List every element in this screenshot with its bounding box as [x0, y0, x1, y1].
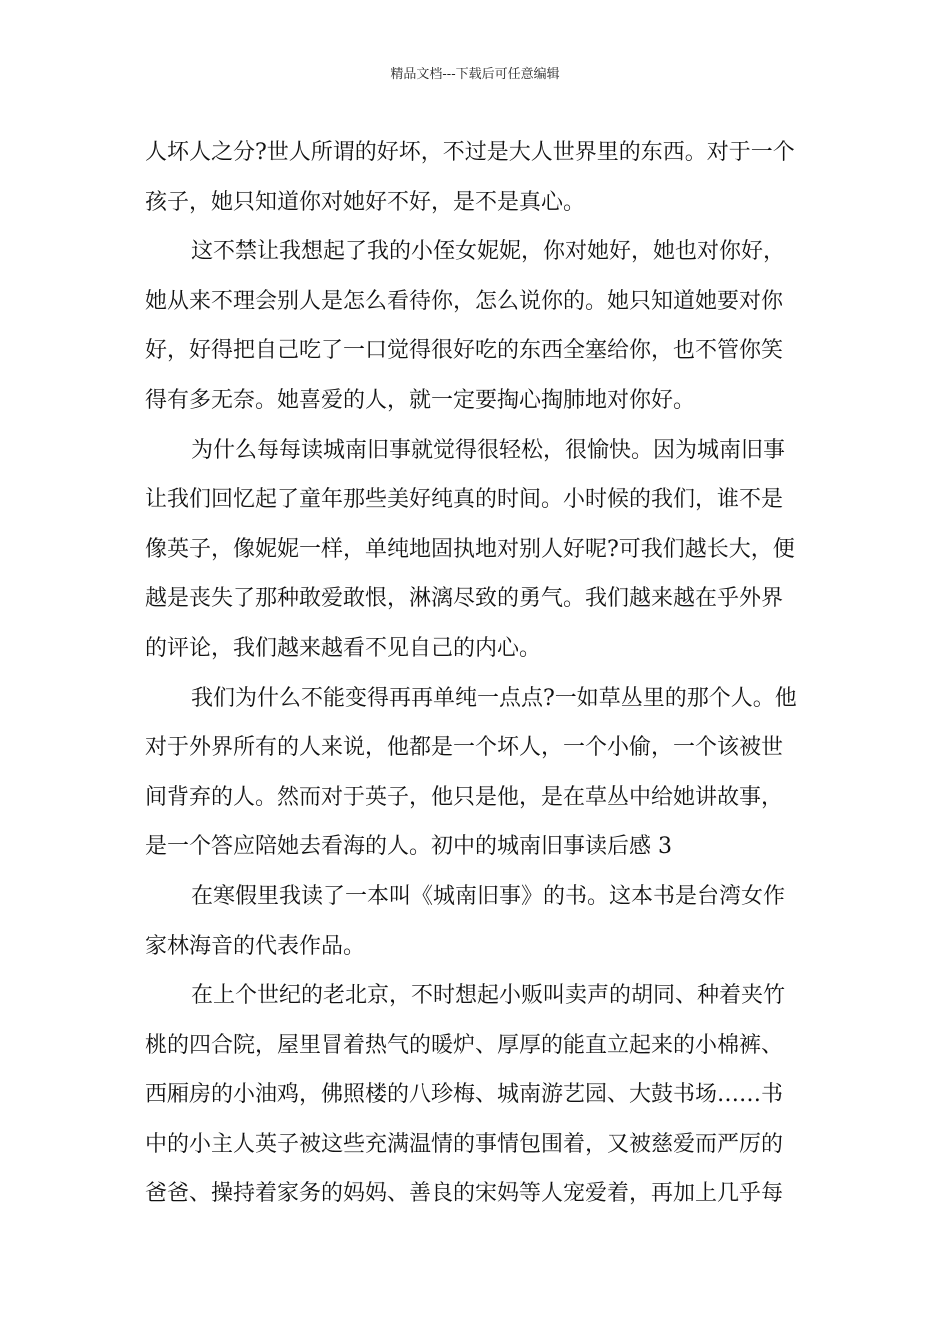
text-line: 对于外界所有的人来说，他都是一个坏人，一个小偷，一个该被世 [145, 735, 784, 761]
text-line: 爸爸、操持着家务的妈妈、善良的宋妈等人宠爱着，再加上几乎每 [145, 1181, 784, 1207]
text-line: 孩子，她只知道你对她好不好，是不是真心。 [145, 189, 586, 215]
body-text [145, 128, 811, 1219]
text-line: 好，好得把自己吃了一口觉得很好吃的东西全塞给你，也不管你笑 [145, 338, 784, 364]
text-line: 让我们回忆起了童年那些美好纯真的时间。小时候的我们，谁不是 [145, 487, 784, 513]
text-line: 家林海音的代表作品。 [145, 933, 366, 959]
text-line: 这不禁让我想起了我的小侄女妮妮，你对她好，她也对你好， [191, 239, 786, 265]
text-line: 在寒假里我读了一本叫《城南旧事》的书。这本书是台湾女作 [191, 883, 786, 909]
text-line: 间背弃的人。然而对于英子，他只是他，是在草丛中给她讲故事， [145, 784, 784, 810]
text-line: 像英子，像妮妮一样，单纯地固执地对别人好呢?可我们越长大，便 [145, 536, 795, 562]
text-line: 为什么每每读城南旧事就觉得很轻松，很愉快。因为城南旧事 [191, 437, 786, 463]
text-line: 西厢房的小油鸡，佛照楼的八珍梅、城南游艺园、大鼓书场……书 [145, 1082, 784, 1108]
text-line: 得有多无奈。她喜爱的人，就一定要掏心掏肺地对你好。 [145, 387, 696, 413]
text-line: 桃的四合院，屋里冒着热气的暖炉、厚厚的能直立起来的小棉裤、 [145, 1032, 784, 1058]
text-line: 她从来不理会别人是怎么看待你，怎么说你的。她只知道她要对你 [145, 288, 784, 314]
text-line: 是一个答应陪她去看海的人。初中的城南旧事读后感 3 [145, 834, 672, 860]
text-line: 我们为什么不能变得再再单纯一点点?一如草丛里的那个人。他 [191, 685, 797, 711]
text-line: 中的小主人英子被这些充满温情的事情包围着，又被慈爱而严厉的 [145, 1131, 784, 1157]
text-line: 越是丧失了那种敢爱敢恨，淋漓尽致的勇气。我们越来越在乎外界 [145, 586, 784, 612]
page-header: 精品文档---下载后可任意编辑 [390, 67, 560, 82]
text-line: 人坏人之分?世人所谓的好坏，不过是大人世界里的东西。对于一个 [145, 140, 795, 165]
text-line: 的评论，我们越来越看不见自己的内心。 [145, 635, 542, 661]
text-line: 在上个世纪的老北京，不时想起小贩叫卖声的胡同、种着夹竹 [191, 983, 786, 1009]
